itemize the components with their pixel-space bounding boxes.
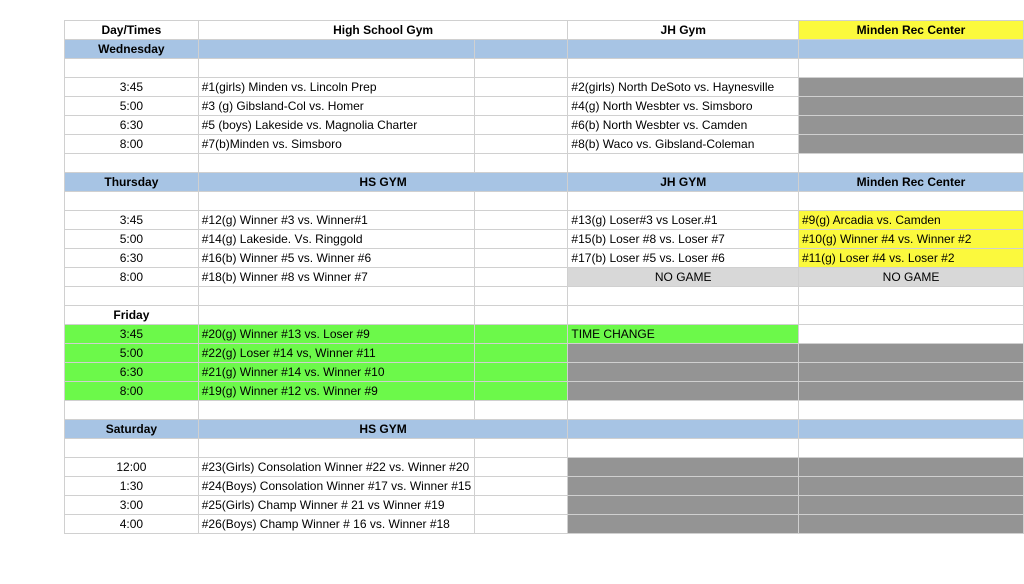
hs-game-cell[interactable]: #3 (g) Gibsland-Col vs. Homer bbox=[198, 97, 474, 116]
empty-row bbox=[65, 401, 1024, 420]
saturday-header-row bbox=[65, 420, 1024, 439]
rec-cell[interactable] bbox=[798, 515, 1023, 534]
cell[interactable] bbox=[475, 154, 568, 173]
cell[interactable] bbox=[475, 458, 568, 477]
table-row bbox=[65, 344, 1024, 363]
cell[interactable] bbox=[475, 363, 568, 382]
cell[interactable] bbox=[475, 401, 568, 420]
cell[interactable] bbox=[568, 154, 799, 173]
cell[interactable] bbox=[798, 40, 1023, 59]
hs-game-cell[interactable]: #20(g) Winner #13 vs. Loser #9 bbox=[198, 325, 474, 344]
rec-game-cell[interactable]: #11(g) Loser #4 vs. Loser #2 bbox=[798, 249, 1023, 268]
cell[interactable] bbox=[198, 287, 474, 306]
cell[interactable] bbox=[475, 439, 568, 458]
cell[interactable] bbox=[198, 401, 474, 420]
cell[interactable] bbox=[568, 306, 799, 325]
hs-game-cell[interactable]: #24(Boys) Consolation Winner #17 vs. Winner #15 bbox=[198, 477, 474, 496]
jh-game-cell[interactable]: #2(girls) North DeSoto vs. Haynesville bbox=[568, 78, 799, 97]
time-cell[interactable]: 3:45 bbox=[65, 78, 199, 97]
cell[interactable] bbox=[65, 401, 199, 420]
time-cell[interactable]: 3:45 bbox=[65, 325, 199, 344]
table-row bbox=[65, 268, 1024, 287]
wednesday-label[interactable]: Wednesday bbox=[65, 40, 199, 59]
jh-cell[interactable] bbox=[568, 382, 799, 401]
jh-cell[interactable] bbox=[568, 477, 799, 496]
cell[interactable] bbox=[475, 230, 568, 249]
rec-cell[interactable] bbox=[798, 477, 1023, 496]
hs-game-cell[interactable]: #5 (boys) Lakeside vs. Magnolia Charter bbox=[198, 116, 474, 135]
wednesday-header-row bbox=[65, 40, 1024, 59]
jh-game-cell[interactable]: #15(b) Loser #8 vs. Loser #7 bbox=[568, 230, 799, 249]
time-cell[interactable]: 6:30 bbox=[65, 116, 199, 135]
cell[interactable] bbox=[198, 439, 474, 458]
thursday-header-row bbox=[65, 173, 1024, 192]
cell[interactable] bbox=[568, 439, 799, 458]
cell[interactable] bbox=[475, 211, 568, 230]
cell[interactable] bbox=[475, 325, 568, 344]
cell[interactable] bbox=[475, 344, 568, 363]
hs-game-cell[interactable]: #26(Boys) Champ Winner # 16 vs. Winner #18 bbox=[198, 515, 474, 534]
header-minden-rec-center[interactable]: Minden Rec Center bbox=[798, 21, 1023, 40]
table-row bbox=[65, 325, 1024, 344]
time-change-cell[interactable]: TIME CHANGE bbox=[568, 325, 799, 344]
rec-no-game-cell[interactable]: NO GAME bbox=[798, 268, 1023, 287]
time-cell[interactable]: 5:00 bbox=[65, 344, 199, 363]
rec-game-cell[interactable]: #10(g) Winner #4 vs. Winner #2 bbox=[798, 230, 1023, 249]
time-cell[interactable]: 12:00 bbox=[65, 458, 199, 477]
hs-game-cell[interactable]: #19(g) Winner #12 vs. Winner #9 bbox=[198, 382, 474, 401]
time-cell[interactable]: 4:00 bbox=[65, 515, 199, 534]
thursday-jh-gym-header[interactable]: JH GYM bbox=[568, 173, 799, 192]
cell[interactable] bbox=[475, 382, 568, 401]
cell[interactable] bbox=[65, 192, 199, 211]
cell[interactable] bbox=[798, 192, 1023, 211]
empty-row bbox=[65, 192, 1024, 211]
jh-cell[interactable] bbox=[568, 363, 799, 382]
table-row bbox=[65, 116, 1024, 135]
cell[interactable] bbox=[568, 59, 799, 78]
table-row bbox=[65, 458, 1024, 477]
cell[interactable] bbox=[798, 59, 1023, 78]
time-cell[interactable]: 8:00 bbox=[65, 135, 199, 154]
rec-cell[interactable] bbox=[798, 382, 1023, 401]
cell[interactable] bbox=[475, 496, 568, 515]
hs-game-cell[interactable]: #12(g) Winner #3 vs. Winner#1 bbox=[198, 211, 474, 230]
rec-cell[interactable] bbox=[798, 496, 1023, 515]
saturday-hs-gym-header[interactable]: HS GYM bbox=[198, 420, 568, 439]
header-row bbox=[65, 21, 1024, 40]
cell[interactable] bbox=[475, 40, 568, 59]
table-row bbox=[65, 97, 1024, 116]
friday-header-row bbox=[65, 306, 1024, 325]
cell[interactable] bbox=[475, 78, 568, 97]
rec-cell[interactable] bbox=[798, 135, 1023, 154]
jh-cell[interactable] bbox=[568, 458, 799, 477]
hs-game-cell[interactable]: #18(b) Winner #8 vs Winner #7 bbox=[198, 268, 474, 287]
rec-cell[interactable] bbox=[798, 458, 1023, 477]
saturday-label[interactable]: Saturday bbox=[65, 420, 199, 439]
cell[interactable] bbox=[475, 287, 568, 306]
rec-cell[interactable] bbox=[798, 344, 1023, 363]
header-jh-gym[interactable]: JH Gym bbox=[568, 21, 799, 40]
thursday-hs-gym-header[interactable]: HS GYM bbox=[198, 173, 568, 192]
cell[interactable] bbox=[475, 306, 568, 325]
cell[interactable] bbox=[798, 325, 1023, 344]
rec-cell[interactable] bbox=[798, 363, 1023, 382]
cell[interactable] bbox=[65, 59, 199, 78]
cell[interactable] bbox=[475, 116, 568, 135]
table-row bbox=[65, 496, 1024, 515]
cell[interactable] bbox=[568, 420, 799, 439]
schedule-table bbox=[64, 20, 1024, 534]
cell[interactable] bbox=[198, 192, 474, 211]
hs-game-cell[interactable]: #16(b) Winner #5 vs. Winner #6 bbox=[198, 249, 474, 268]
cell[interactable] bbox=[568, 287, 799, 306]
cell[interactable] bbox=[568, 401, 799, 420]
cell[interactable] bbox=[198, 306, 474, 325]
table-row bbox=[65, 78, 1024, 97]
table-row bbox=[65, 230, 1024, 249]
table-row bbox=[65, 477, 1024, 496]
table-row bbox=[65, 363, 1024, 382]
empty-row bbox=[65, 287, 1024, 306]
cell[interactable] bbox=[798, 439, 1023, 458]
cell[interactable] bbox=[798, 420, 1023, 439]
cell[interactable] bbox=[568, 192, 799, 211]
jh-game-cell[interactable]: #4(g) North Wesbter vs. Simsboro bbox=[568, 97, 799, 116]
time-cell[interactable]: 8:00 bbox=[65, 268, 199, 287]
rec-game-cell[interactable]: #9(g) Arcadia vs. Camden bbox=[798, 211, 1023, 230]
cell[interactable] bbox=[475, 268, 568, 287]
jh-cell[interactable] bbox=[568, 344, 799, 363]
jh-game-cell[interactable]: #13(g) Loser#3 vs Loser.#1 bbox=[568, 211, 799, 230]
cell[interactable] bbox=[198, 59, 474, 78]
time-cell[interactable]: 5:00 bbox=[65, 230, 199, 249]
hs-game-cell[interactable]: #1(girls) Minden vs. Lincoln Prep bbox=[198, 78, 474, 97]
time-cell[interactable]: 8:00 bbox=[65, 382, 199, 401]
rec-cell[interactable] bbox=[798, 97, 1023, 116]
empty-row bbox=[65, 59, 1024, 78]
time-cell[interactable]: 5:00 bbox=[65, 97, 199, 116]
time-cell[interactable]: 3:45 bbox=[65, 211, 199, 230]
cell[interactable] bbox=[475, 135, 568, 154]
cell[interactable] bbox=[568, 40, 799, 59]
time-cell[interactable]: 1:30 bbox=[65, 477, 199, 496]
thursday-rec-header[interactable]: Minden Rec Center bbox=[798, 173, 1023, 192]
jh-game-cell[interactable]: #8(b) Waco vs. Gibsland-Coleman bbox=[568, 135, 799, 154]
jh-cell[interactable] bbox=[568, 515, 799, 534]
time-cell[interactable]: 3:00 bbox=[65, 496, 199, 515]
time-cell[interactable]: 6:30 bbox=[65, 249, 199, 268]
cell[interactable] bbox=[798, 154, 1023, 173]
cell[interactable] bbox=[798, 306, 1023, 325]
jh-game-cell[interactable]: #17(b) Loser #5 vs. Loser #6 bbox=[568, 249, 799, 268]
jh-game-cell[interactable]: #6(b) North Wesbter vs. Camden bbox=[568, 116, 799, 135]
table-row bbox=[65, 249, 1024, 268]
cell[interactable] bbox=[198, 154, 474, 173]
cell[interactable] bbox=[65, 439, 199, 458]
header-day-times[interactable]: Day/Times bbox=[65, 21, 199, 40]
cell[interactable] bbox=[475, 249, 568, 268]
cell[interactable] bbox=[475, 97, 568, 116]
table-row bbox=[65, 211, 1024, 230]
hs-game-cell[interactable]: #7(b)Minden vs. Simsboro bbox=[198, 135, 474, 154]
hs-game-cell[interactable]: #25(Girls) Champ Winner # 21 vs Winner #19 bbox=[198, 496, 474, 515]
hs-game-cell[interactable]: #21(g) Winner #14 vs. Winner #10 bbox=[198, 363, 474, 382]
hs-game-cell[interactable]: #22(g) Loser #14 vs, Winner #11 bbox=[198, 344, 474, 363]
cell[interactable] bbox=[475, 192, 568, 211]
header-high-school-gym[interactable]: High School Gym bbox=[198, 21, 568, 40]
jh-cell[interactable] bbox=[568, 496, 799, 515]
empty-row bbox=[65, 439, 1024, 458]
rec-cell[interactable] bbox=[798, 78, 1023, 97]
cell[interactable] bbox=[65, 287, 199, 306]
table-row bbox=[65, 135, 1024, 154]
cell[interactable] bbox=[65, 154, 199, 173]
hs-game-cell[interactable]: #23(Girls) Consolation Winner #22 vs. Winner #20 bbox=[198, 458, 474, 477]
table-row bbox=[65, 382, 1024, 401]
table-row bbox=[65, 515, 1024, 534]
cell[interactable] bbox=[475, 59, 568, 78]
cell[interactable] bbox=[475, 477, 568, 496]
cell[interactable] bbox=[198, 40, 474, 59]
empty-row bbox=[65, 154, 1024, 173]
cell[interactable] bbox=[475, 515, 568, 534]
thursday-label[interactable]: Thursday bbox=[65, 173, 199, 192]
time-cell[interactable]: 6:30 bbox=[65, 363, 199, 382]
rec-cell[interactable] bbox=[798, 116, 1023, 135]
cell[interactable] bbox=[798, 287, 1023, 306]
cell[interactable] bbox=[798, 401, 1023, 420]
hs-game-cell[interactable]: #14(g) Lakeside. Vs. Ringgold bbox=[198, 230, 474, 249]
jh-no-game-cell[interactable]: NO GAME bbox=[568, 268, 799, 287]
friday-label[interactable]: Friday bbox=[65, 306, 199, 325]
